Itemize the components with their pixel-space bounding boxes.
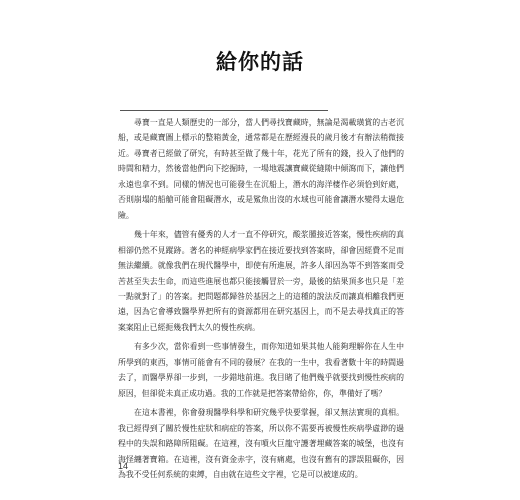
paragraph-1: 尋寶一直是人類歷史的一部分，當人們尋找寶藏時，無論是渴載璜賞的古老沉船，或是藏寶圖上標示的整箱黃金，通常都是在歷經漫長的歲月後才有辦法稍微接近。尋寶者已經做了研究，有時甚至做了幾十年，花光了所有的錢，投入了他們的時間和精力，然後當他們向下挖掘時，一場地震讓寶藏從縫隙中傾瀉而下，讓他們永遠也拿不到。同樣的情況也可能發生在沉船上，潛水的海洋棲作必須恰到好處，否則崩塌的船艙可能會阻礙潛水，或是鯊魚出沒的水域也可能會讓潛水變得太過危險。	[118, 118, 404, 220]
paragraph-3: 有多少次，當你看到一些事情發生，而你知道如果其他人能夠理解你在人生中所學到的東西，事情可能會有不同的發展？在我的一生中，我看著數十年的時間過去了，而醫學界卻一步到，一步錯地前進。我目睹了他們幾乎就要找到慢性疾病的原因，但卻從未真正成功過。我的工作就是把答案帶給你，你，準備好了嗎？	[118, 342, 404, 398]
page-number: 14	[118, 461, 129, 471]
page-title: 給你的話	[216, 49, 304, 74]
paragraph-2: 幾十年來，儘管有優秀的人才一直不停研究，酸浆腫接近答案，慢性疾病的真相卻仍然不見蹤跡。著名的神經病學家們在接近要找到答案時，卻會因經費不足而無法繼續。就像我們在現代醫學中，即使有所進展，許多人卻因為等不到答案而受苦甚至失去生命，而這些進展也都只能接觸冒於一旁，最後的結果頂多也只是「差一點就對了」的答案。把問題都歸咎於基因之上的這種的說法反而讓真相離我們更遠，因為它會導致醫學界把所有的資源都用在研究基因上，而不是去尋找真正的答案案阻止已經扼幾我們太久的慢性疾病。	[118, 230, 404, 332]
body-text	[118, 115, 404, 486]
paragraph-4: 在這本書裡，你會發現醫學科學和研究幾乎快要掌握，卻又無法實現的真相。我已經得到了關於慢性症狀和病症的答案，所以你不需要再被慢性疾病學虛渺的過程中的失誤和路障所阻礙。在這裡，沒有噴火巨龍守護著埋藏答案的城堡，也沒有海怪纏著寶箱。在這裡，沒有資金赤字，沒有痛處，也沒有舊有的謬誤阻礙你，因為我不受任何系統的束縛，自由就在這些文字裡，它是可以被達成的。	[118, 408, 404, 479]
title-divider	[120, 110, 328, 111]
